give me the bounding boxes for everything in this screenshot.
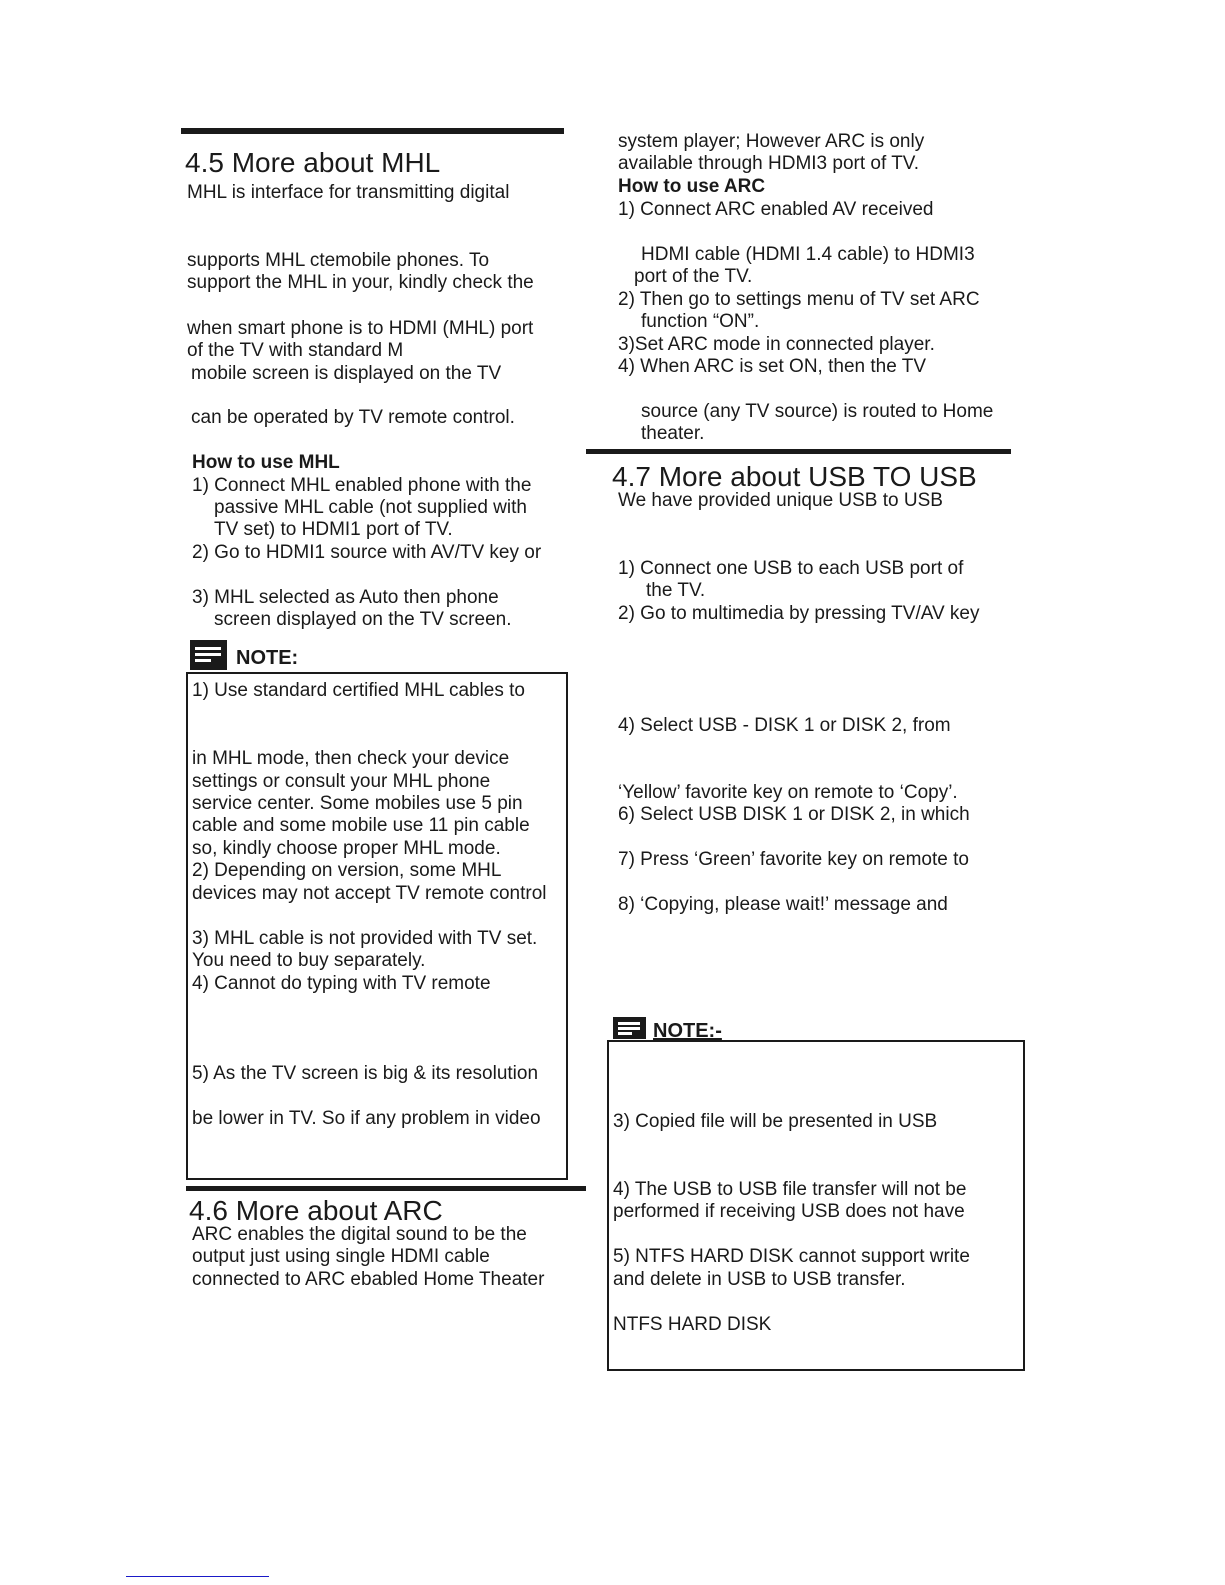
mhl-intro-line: can be operated by TV remote control.: [191, 407, 515, 428]
mhl-intro-line: support the MHL in your, kindly check the: [187, 272, 534, 293]
arc-step-line: theater.: [641, 423, 705, 444]
mhl-step-line: passive MHL cable (not supplied with: [214, 497, 527, 518]
mhl-note-line: 5) As the TV screen is big & its resolution: [192, 1063, 539, 1084]
usb-intro-line: We have provided unique USB to USB: [618, 490, 943, 511]
section-rule-4-6: [186, 1186, 586, 1191]
heading-4-7: 4.7 More about USB TO USB: [612, 461, 977, 492]
usb-note-line: performed if receiving USB does not have: [613, 1201, 965, 1222]
mhl-intro-line: supports MHL ctemobile phones. To: [187, 250, 490, 271]
arc-cont-line: available through HDMI3 port of TV.: [618, 153, 920, 174]
arc-step-line: HDMI cable (HDMI 1.4 cable) to HDMI3: [641, 244, 975, 265]
arc-step-line: 2) Then go to settings menu of TV set ARC: [618, 289, 980, 310]
arc-cont-line: system player; However ARC is only: [618, 131, 925, 152]
mhl-note-line: settings or consult your MHL phone: [192, 771, 491, 792]
arc-step-line: function “ON”.: [641, 311, 760, 332]
usb-step-line: 8) ‘Copying, please wait!’ message and: [618, 894, 948, 915]
note-icon: [190, 640, 227, 670]
footer-link-underline: [126, 1576, 269, 1577]
usb-step-line: 4) Select USB - DISK 1 or DISK 2, from: [618, 715, 951, 736]
usb-step-line: 2) Go to multimedia by pressing TV/AV key: [618, 603, 980, 624]
mhl-note-line: devices may not accept TV remote control: [192, 883, 547, 904]
mhl-note-line: so, kindly choose proper MHL mode.: [192, 838, 501, 859]
mhl-note-line: 3) MHL cable is not provided with TV set.: [192, 928, 538, 949]
mhl-note-line: 1) Use standard certified MHL cables to: [192, 680, 526, 701]
mhl-note-line: You need to buy separately.: [192, 950, 426, 971]
usb-note-line: 3) Copied file will be presented in USB: [613, 1111, 938, 1132]
mhl-note-line: service center. Some mobiles use 5 pin: [192, 793, 523, 814]
usb-note-line: and delete in USB to USB transfer.: [613, 1269, 906, 1290]
usb-note-line: 4) The USB to USB file transfer will not be: [613, 1179, 967, 1200]
heading-4-6: 4.6 More about ARC: [189, 1195, 443, 1226]
usb-note-line: NTFS HARD DISK: [613, 1314, 772, 1335]
section-rule-4-5: [181, 128, 564, 134]
mhl-intro-line: mobile screen is displayed on the TV: [191, 363, 502, 384]
arc-step-line: source (any TV source) is routed to Home: [641, 401, 994, 422]
arc-intro-line: ARC enables the digital sound to be the: [192, 1224, 527, 1245]
heading-4-5: 4.5 More about MHL: [185, 147, 441, 178]
mhl-note-line: cable and some mobile use 11 pin cable: [192, 815, 530, 836]
mhl-step-line: screen displayed on the TV screen.: [214, 609, 512, 630]
note-icon: [613, 1017, 646, 1039]
arc-step-line: port of the TV.: [634, 266, 753, 287]
mhl-step-line: TV set) to HDMI1 port of TV.: [214, 519, 453, 540]
mhl-note-line: in MHL mode, then check your device: [192, 748, 510, 769]
mhl-step-line: 3) MHL selected as Auto then phone: [192, 587, 499, 608]
note-label-mhl: NOTE:: [236, 647, 299, 669]
arc-intro-line: connected to ARC ebabled Home Theater: [192, 1269, 545, 1290]
mhl-note-line: 2) Depending on version, some MHL: [192, 860, 502, 881]
mhl-step-line: 1) Connect MHL enabled phone with the: [192, 475, 532, 496]
arc-step-line: 3)Set ARC mode in connected player.: [618, 334, 935, 355]
usb-step-line: 1) Connect one USB to each USB port of: [618, 558, 964, 579]
howto-mhl-title: How to use MHL: [192, 452, 340, 473]
usb-note-line: 5) NTFS HARD DISK cannot support write: [613, 1246, 970, 1267]
arc-step-line: 1) Connect ARC enabled AV received: [618, 199, 934, 220]
usb-step-line: 6) Select USB DISK 1 or DISK 2, in which: [618, 804, 970, 825]
mhl-note-line: be lower in TV. So if any problem in video: [192, 1108, 541, 1129]
section-rule-4-7: [586, 449, 1011, 454]
note-label-usb: NOTE:-: [653, 1020, 722, 1042]
usb-step-line: ‘Yellow’ favorite key on remote to ‘Copy’.: [618, 782, 958, 803]
mhl-note-line: 4) Cannot do typing with TV remote: [192, 973, 491, 994]
mhl-intro-line: MHL is interface for transmitting digital: [187, 182, 510, 203]
mhl-step-line: 2) Go to HDMI1 source with AV/TV key or: [192, 542, 542, 563]
arc-intro-line: output just using single HDMI cable: [192, 1246, 490, 1267]
mhl-intro-line: when smart phone is to HDMI (MHL) port: [187, 318, 534, 339]
mhl-intro-line: of the TV with standard M: [187, 340, 404, 361]
howto-arc-title: How to use ARC: [618, 176, 766, 197]
usb-step-line: 7) Press ‘Green’ favorite key on remote to: [618, 849, 969, 870]
usb-step-line: the TV.: [646, 580, 706, 601]
arc-step-line: 4) When ARC is set ON, then the TV: [618, 356, 926, 377]
